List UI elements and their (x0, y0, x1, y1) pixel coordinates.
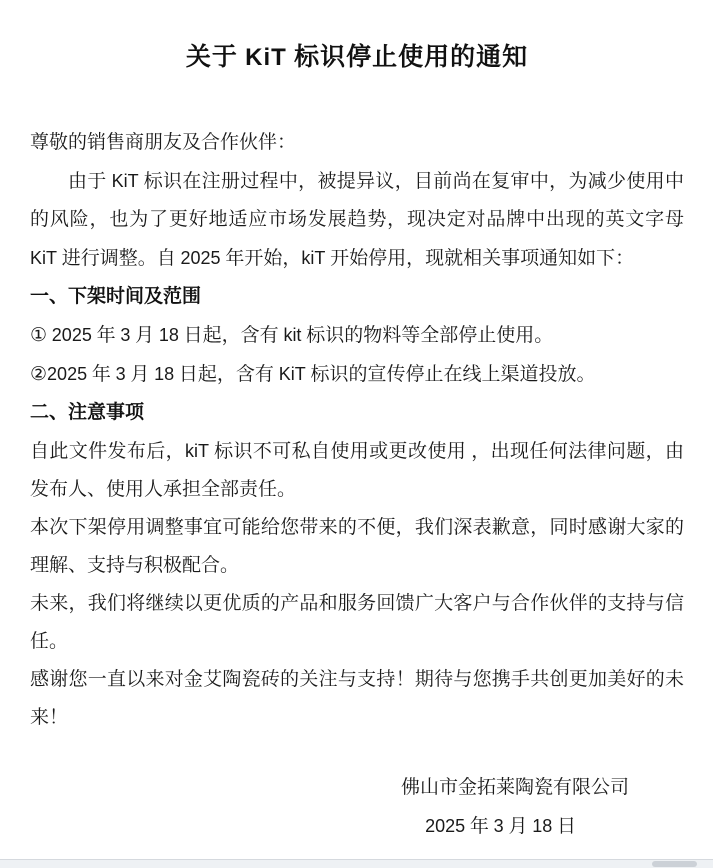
section-2-paragraph-3: 未来，我们将继续以更优质的产品和服务回馈广大客户与合作伙伴的支持与信任。 (30, 593, 684, 652)
section-2-heading: 二、注意事项 (30, 402, 145, 423)
notice-title: 关于 KiT 标识停止使用的通知 (185, 44, 529, 71)
section-2-paragraph-1: 自此文件发布后，kiT 标识不可私自使用或更改使用 ，出现任何法律问题，由发布人、使用人承担全部责任。 (30, 441, 684, 500)
section-1-item-2: ②2025 年 3 月 18 日起，含有 KiT 标识的宣传停止在线上渠道投放。 (30, 364, 596, 385)
horizontal-scrollbar-thumb[interactable] (652, 861, 697, 867)
horizontal-scrollbar-track[interactable] (0, 859, 713, 868)
greeting-line: 尊敬的销售商朋友及合作伙伴： (30, 132, 297, 153)
signature-block (30, 769, 684, 846)
notice-date: 2025 年 3 月 18 日 (425, 816, 576, 837)
company-name: 佛山市金拓莱陶瓷有限公司 (400, 777, 629, 798)
section-2-paragraph-4: 感谢您一直以来对金艾陶瓷砖的关注与支持！期待与您携手共创更加美好的未来！ (30, 669, 684, 728)
section-1-item-1: ① 2025 年 3 月 18 日起，含有 kit 标识的物料等全部停止使用。 (30, 325, 554, 346)
section-1-heading: 一、下架时间及范围 (30, 286, 202, 307)
intro-paragraph: 由于 KiT 标识在注册过程中，被提异议，目前尚在复审中，为减少使用中的风险，也为了更好地适应市场发展趋势，现决定对品牌中出现的英文字母 KiT 进行调整。自 2025 年开始，kiT 开始停用，现就相关事项通知如下： (30, 171, 684, 269)
section-2-paragraph-2: 本次下架停用调整事宜可能给您带来的不便，我们深表歉意，同时感谢大家的理解、支持与积极配合。 (30, 517, 684, 576)
